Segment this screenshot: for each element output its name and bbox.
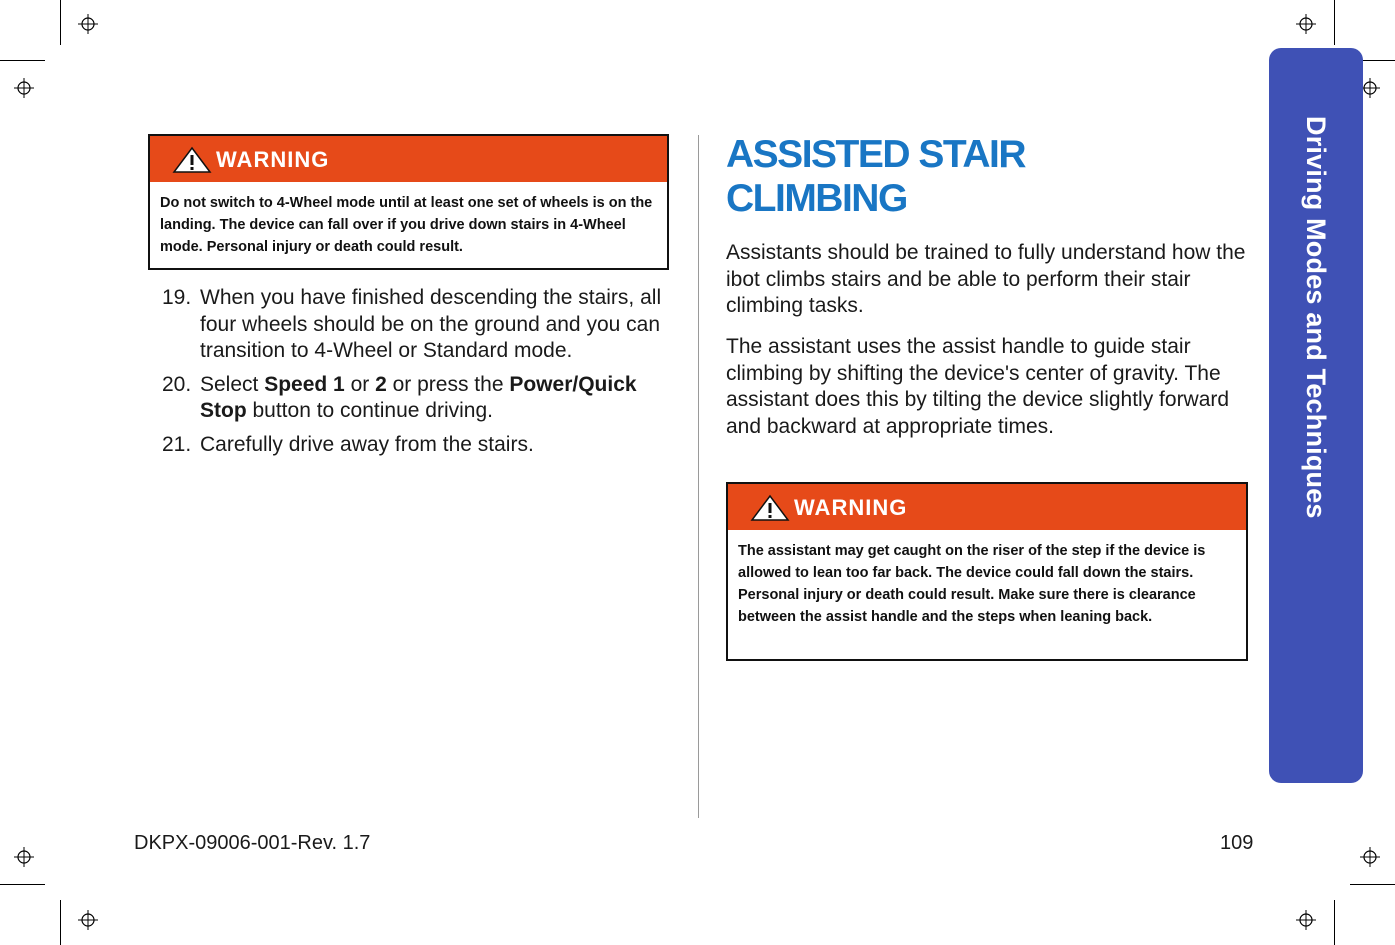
crop-mark — [0, 60, 45, 61]
crop-mark — [0, 884, 45, 885]
registration-mark-icon — [1296, 14, 1316, 34]
registration-mark-icon — [78, 910, 98, 930]
warning-header — [150, 136, 667, 182]
step-number: 21. — [162, 432, 192, 456]
crop-mark — [60, 900, 61, 945]
section-heading — [726, 133, 1025, 221]
warning-text: The assistant may get caught on the riser of the step if the device is allowed to lean too far back. The device could fall down the stairs. Personal injury or death could result. Make sure there is clearance between the assist handle and the steps when leaning back. — [738, 543, 1206, 625]
list-item — [158, 285, 678, 365]
step-text-mid: or — [344, 372, 376, 396]
heading-line: ASSISTED STAIR — [726, 133, 1025, 176]
speed-1-label: Speed 1 — [264, 372, 345, 396]
registration-mark-icon — [1296, 910, 1316, 930]
step-text: When you have finished descending the stairs, all four wheels should be on the ground and you can transition to 4-Wheel or Standard mode. — [200, 286, 662, 362]
crop-mark — [1334, 0, 1335, 45]
registration-mark-icon — [1360, 847, 1380, 867]
step-number: 19. — [162, 286, 192, 309]
step-text: Carefully drive away from the stairs. — [200, 432, 534, 456]
document-id: DKPX-09006-001-Rev. 1.7 — [134, 832, 371, 854]
power-quick-stop-label: Power/Quick Stop — [200, 372, 637, 422]
warning-label: WARNING — [794, 495, 908, 520]
list-item — [158, 372, 678, 425]
crop-mark — [1334, 900, 1335, 945]
registration-mark-icon — [14, 78, 34, 98]
warning-triangle-icon — [172, 146, 212, 174]
warning-box-left — [148, 134, 669, 270]
registration-mark-icon — [14, 847, 34, 867]
column-divider — [698, 135, 699, 818]
paragraph: The assistant uses the assist handle to guide stair climbing by shifting the device's center of gravity. The assistant does this by tilting the device slightly forward and backward at appropriate times. — [726, 335, 1230, 438]
warning-text: Do not switch to 4-Wheel mode until at least one set of wheels is on the landing. The device can fall over if you drive down stairs in 4-Wheel mode. Personal injury or death could result. — [160, 195, 653, 255]
warning-header — [728, 484, 1246, 530]
list-item — [158, 432, 678, 459]
chapter-tab-label: Driving Modes and Techniques — [1301, 116, 1331, 519]
speed-2-label: 2 — [375, 372, 387, 396]
heading-line: CLIMBING — [726, 177, 907, 220]
step-text-post: button to continue driving. — [246, 399, 493, 422]
registration-mark-icon — [1360, 78, 1380, 98]
paragraph: Assistants should be trained to fully understand how the ibot climbs stairs and be able to perform their stair climbing tasks. — [726, 241, 1246, 317]
crop-mark — [1350, 884, 1395, 885]
warning-label: WARNING — [216, 147, 330, 172]
registration-mark-icon — [78, 14, 98, 34]
crop-mark — [60, 0, 61, 45]
warning-triangle-icon — [750, 494, 790, 522]
step-text-mid: or press the — [386, 372, 510, 396]
warning-box-right — [726, 482, 1248, 661]
step-number: 20. — [162, 372, 192, 396]
step-text-pre: Select — [200, 372, 265, 396]
steps-list — [158, 285, 678, 465]
page-number: 109 — [1220, 832, 1254, 854]
